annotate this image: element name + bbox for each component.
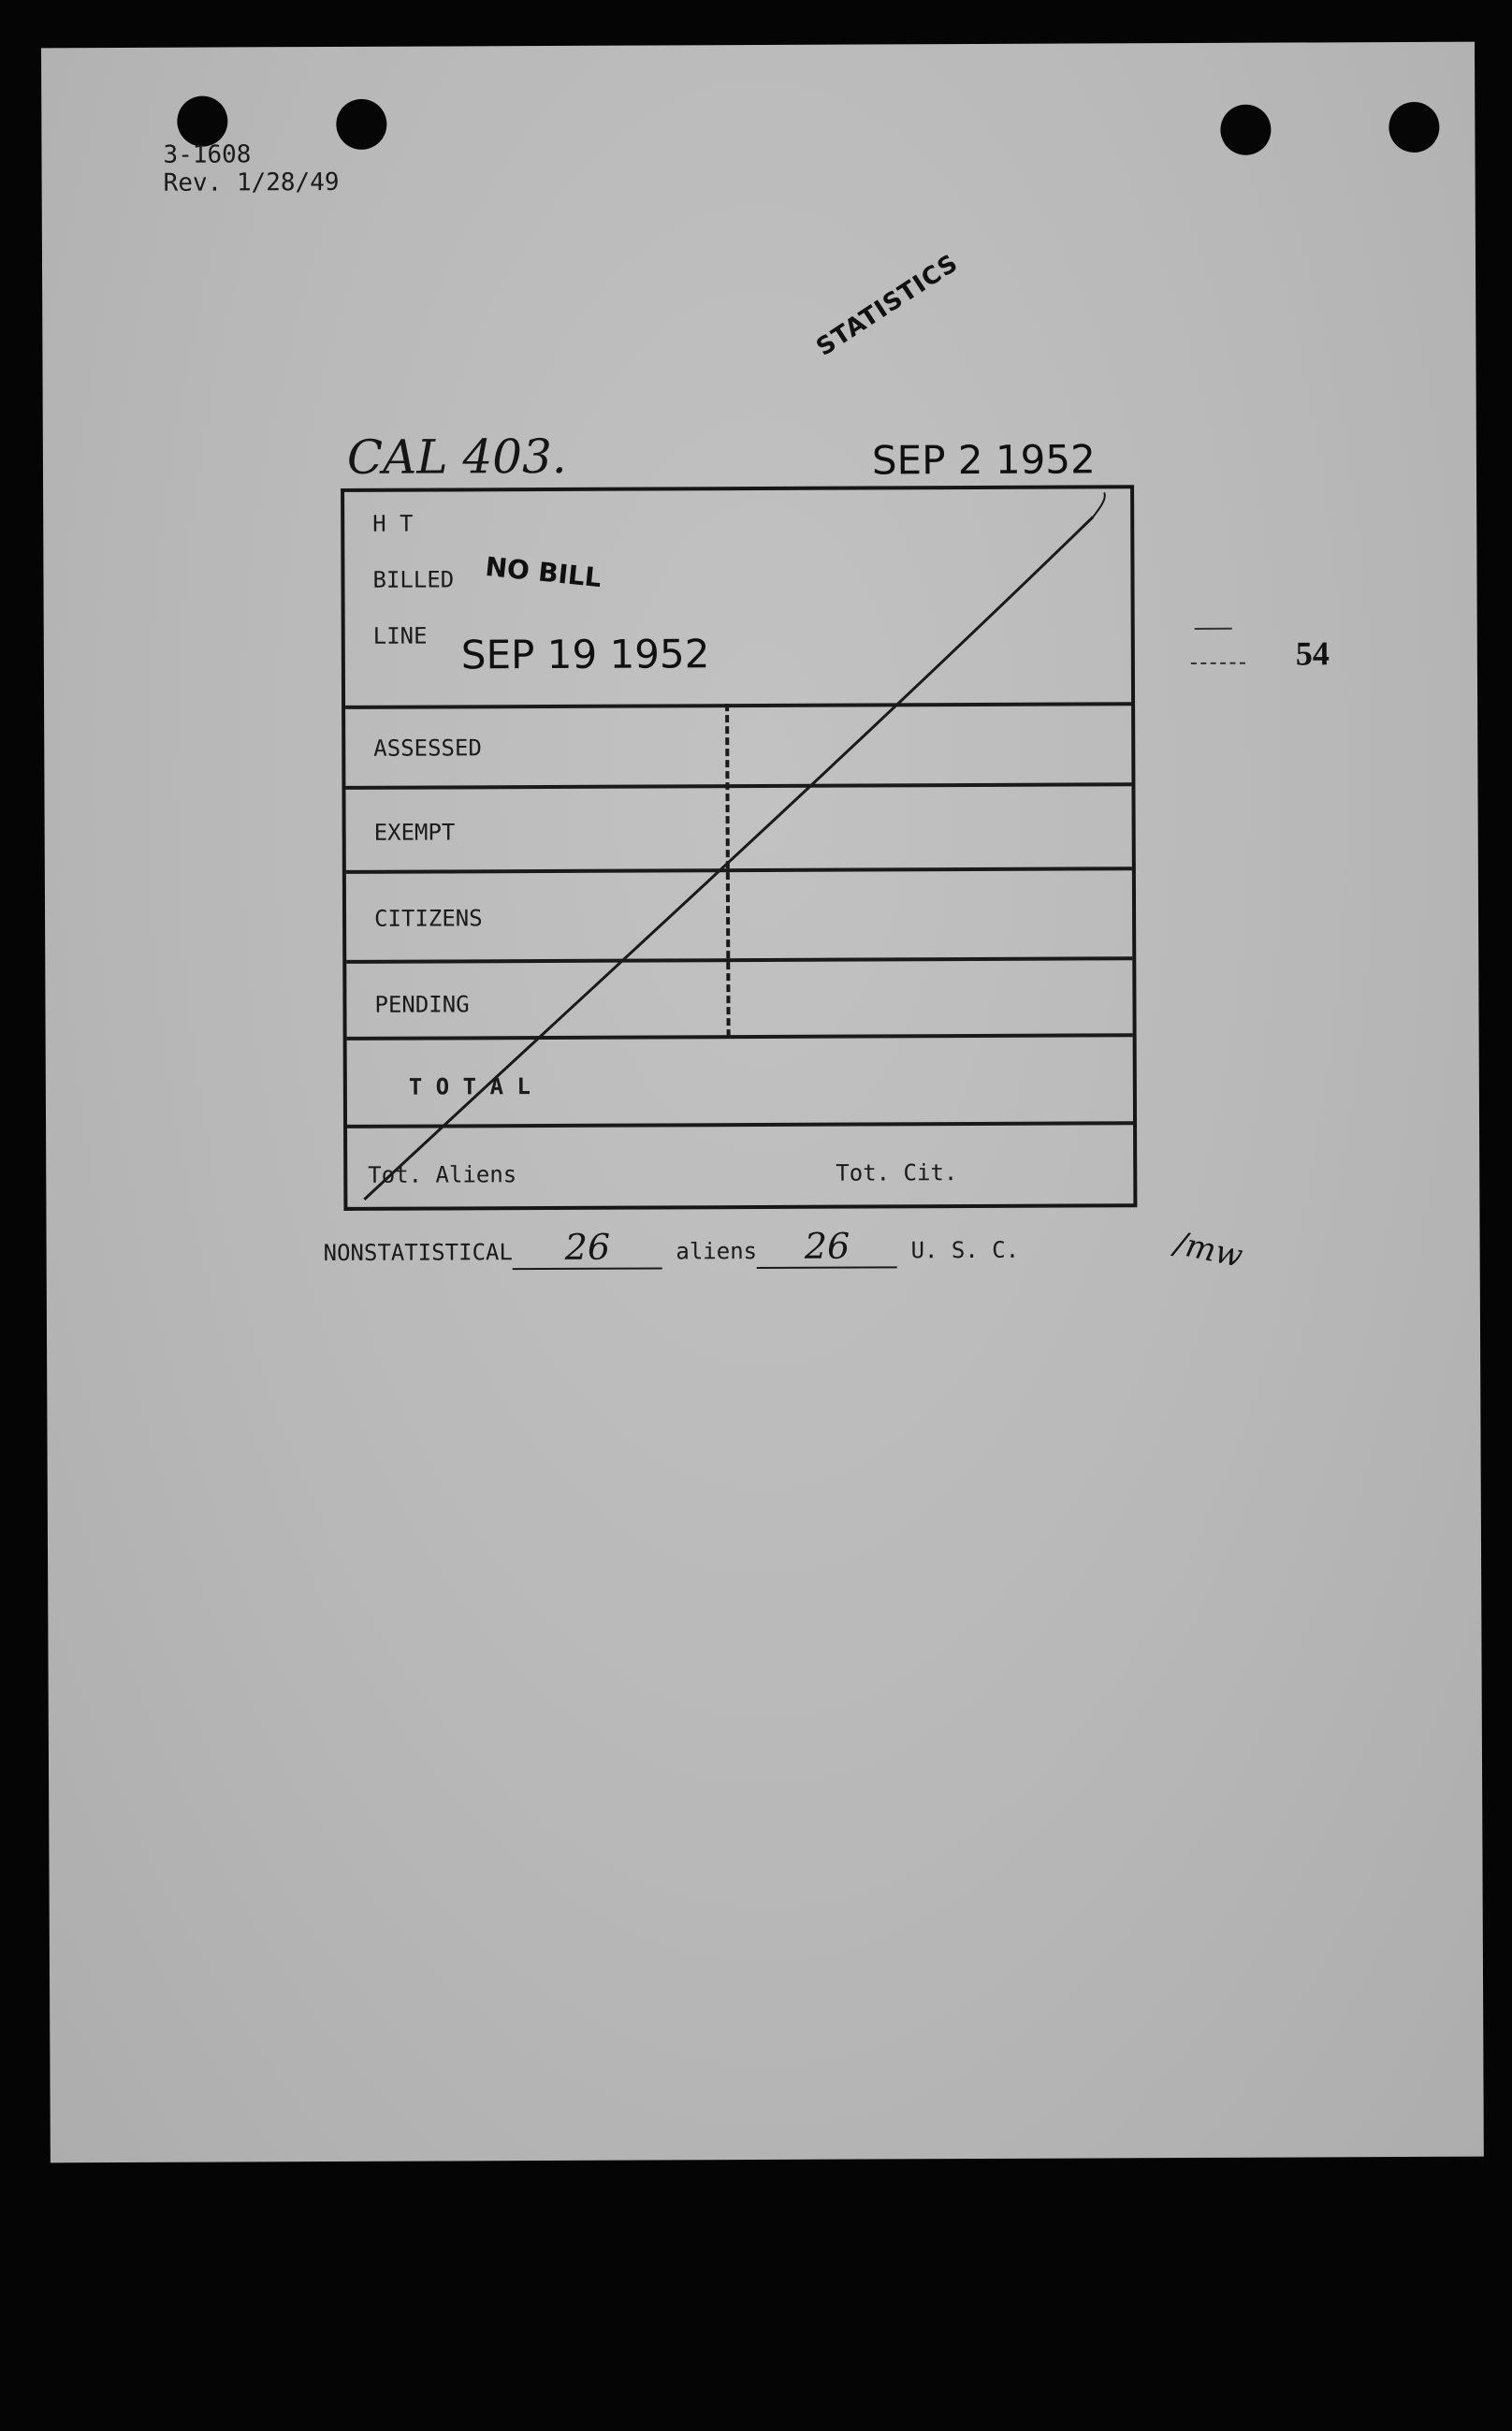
usc-count: 26 [804,1225,850,1267]
no-bill-stamp: NO BILL [484,550,603,594]
document-page [41,42,1484,2163]
aliens-word: aliens [676,1238,758,1265]
punch-hole [1220,105,1271,155]
aliens-count: 26 [564,1226,611,1268]
line-date-stamp: SEP 19 1952 [460,631,710,678]
usc-word: U. S. C. [910,1236,1020,1264]
punch-hole [1388,102,1439,153]
aliens-count-blank [513,1226,662,1270]
handwritten-initials: /mw [1171,1224,1246,1275]
form-revision: Rev. 1/28/49 [163,167,340,197]
citizens-label: CITIZENS [374,905,483,932]
nonstatistical-label: NONSTATISTICAL [323,1239,513,1267]
statistics-form-table [341,485,1137,1211]
punch-hole [336,99,386,150]
total-aliens-label: Tot. Aliens [368,1161,517,1188]
margin-mark [1195,628,1232,630]
total-label: T O T A L [408,1073,531,1100]
nonstatistical-line [324,1225,1020,1271]
ht-label: H T [372,510,414,537]
form-number: 3-1608 [163,140,252,169]
received-date-stamp: SEP 2 1952 [871,436,1096,484]
usc-count-blank [757,1225,897,1269]
line-label: LINE [372,622,428,649]
exempt-label: EXEMPT [373,819,456,846]
handwritten-reference: CAL 403. [346,429,567,485]
diagonal-cancel-stroke [344,488,1133,1207]
pending-label: PENDING [374,991,470,1018]
billed-label: BILLED [372,566,455,593]
page-number: 54 [1295,634,1330,673]
punch-hole [177,95,227,146]
assessed-label: ASSESSED [373,735,482,762]
margin-mark [1191,662,1245,664]
total-citizens-label: Tot. Cit. [836,1159,958,1186]
statistics-stamp: STATISTICS [811,249,964,362]
